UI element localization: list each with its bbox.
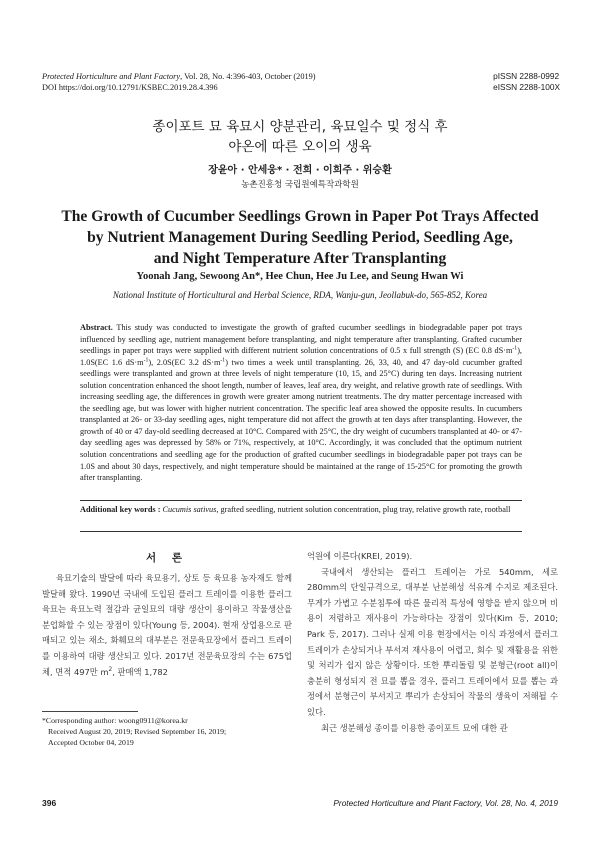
abstract-text-2: ), 1.0S(EC 1.6 dS·m — [80, 346, 522, 367]
accepted-date: Accepted October 04, 2019 — [48, 738, 134, 747]
intro-paragraph-1-tail: , 판매액 1,782 — [112, 666, 168, 677]
keywords-label: Additional key words : — [80, 505, 161, 514]
abstract-text-1: This study was conducted to investigate the growth of grafted cucumber seedlings in biodegradable paper pot trays influenced by seedling age, nutrient management before transplanting, and night temperature after transplanting. Grafted cucumber seedlings in paper pot trays were supplied with different nutrient solution concentrations of 0.5 x full strength (S) (EC 0.8 dS·m — [80, 323, 522, 356]
keywords-species: Cucumis sativus — [160, 505, 217, 514]
korean-title-line-1: 종이포트 묘 육묘시 양분관리, 육묘일수 및 정식 후 — [152, 119, 448, 135]
keywords — [80, 504, 522, 516]
english-title-line-3: and Night Temperature After Transplanting — [153, 250, 447, 267]
received-date: Received August 20, 2019; Revised September 16, 2019; — [48, 727, 227, 736]
intro-paragraph-1-text: 육묘기술의 발달에 따라 육묘용기, 상토 등 육묘용 농자재도 함께 발달해 왔다. 1990년 국내에 도입된 플러그 트레이를 이용한 플러그 육묘는 육묘노력 절감과 균일묘의 대량 생산이 용이하고 작물생산을 분업화할 수 있는 장점이 있다(Young 등, 2004). 현재 상업용으로 판매되고 있는 채소, 화훼묘의 대부분은 전문육묘장에서 플러그 트레이를 이용하여 대량 생산되고 있다. 2017년 전문육묘장의 수는 675업체, 면적 497만 m — [42, 573, 292, 677]
eissn: eISSN 2288-100X — [493, 82, 560, 92]
intro-paragraph-1 — [42, 571, 292, 680]
right-column — [307, 549, 558, 736]
footnote — [42, 715, 226, 748]
abstract-sup-3: -1 — [220, 356, 226, 363]
left-column — [42, 571, 292, 680]
korean-title-line-2: 야온에 따른 오이의 생육 — [228, 139, 372, 155]
abstract-text-4: ) two times a week until transplanting. 26, 33, 40, and 47 day-old cucumber grafted seedlings were transplanted and grown at three levels of night temperature (10, 15, and 25°C) during ten days. Increasing nutrient solution concentration enhanced the shoot length, number of leaves, leaf area, dry weight, and relative growth rate of seedlings. With increasing seedling age, the differences in growth were greater among nutrient treatments. The dry matter percentage increased with the seedling age, but was lower with higher nutrient concentration. The specific leaf area showed the opposite results. In cucumbers transplanted at 26- or 33-day seedling ages, night temperature did not affect the growth at ten days after transplanting. However, the growth of 40 or 47 day-old seedling decreased at 10°C. Compared with 25°C, the dry weight of cucumbers transplanted at 40- or 47-day seedling ages was depressed by 58% or 71%, respectively, at 10°C. Accordingly, it was concluded that the optimum nutrient solution concentrations and seedling age for the production of grafted cucumber seedlings in biodegradable paper pot trays can be 1.0S and about 30 days, respectively, and night temperature should be maintained at the range of 15-25°C for promoting the growth after transplanting. — [80, 357, 523, 483]
page-number: 396 — [42, 798, 57, 808]
citation-details: , Vol. 28, No. 4:396-403, October (2019) — [180, 72, 316, 81]
intro-paragraph-1-continued: 억원에 이른다(KREI, 2019). — [307, 551, 413, 561]
english-authors: Yoonah Jang, Sewoong An*, Hee Chun, Hee Ju Lee, and Seung Hwan Wi — [136, 271, 464, 282]
doi-link[interactable]: DOI https://doi.org/10.12791/KSBEC.2019.28.4.396 — [42, 83, 218, 92]
abstract-text-3: ), 2.0S(EC 3.2 dS·m — [148, 357, 221, 367]
footnote-rule — [42, 711, 138, 712]
korean-affiliation: 농촌진흥청 국립원예특작과학원 — [241, 180, 359, 190]
abstract-label: Abstract. — [80, 323, 113, 332]
english-title-line-2: by Nutrient Management During Seedling Period, Seedling Age, — [87, 229, 513, 246]
keywords-list: , grafted seedling, nutrient solution concentration, plug tray, relative growth rate, rootball — [216, 505, 511, 514]
abstract-sup-2: -1 — [143, 356, 149, 363]
journal-name: Protected Horticulture and Plant Factory — [42, 72, 181, 81]
footer-journal: Protected Horticulture and Plant Factory, Vol. 28, No. 4, 2019 — [333, 798, 558, 808]
korean-authors: 장윤아 · 안세웅* · 전희 · 이희주 · 위승환 — [208, 165, 392, 176]
pissn: pISSN 2288-0992 — [493, 71, 560, 81]
english-title-line-1: The Growth of Cucumber Seedlings Grown in Paper Pot Trays Affected — [61, 208, 539, 225]
intro-paragraph-1-sup: 2 — [108, 666, 113, 673]
english-title — [0, 206, 600, 269]
running-header-citation — [42, 71, 316, 93]
abstract — [80, 322, 522, 484]
english-affiliation: National Institute of Horticultural and Herbal Science, RDA, Wanju-gun, Jeollabuk-do, 565-852, Korea — [112, 290, 488, 300]
intro-paragraph-2: 국내에서 생산되는 플러그 트레이는 가로 540mm, 세로 280mm의 단일규격으로, 대부분 난분해성 석유계 수지로 제조된다. 무게가 가볍고 수분침투에 따른 물리적 특성에 영향을 받지 않으며 비용이 저렴하고 재사용이 가능하다는 장점이 있다(Kim 등, 2010; Park 등, 2017). 그러나 실제 이용 현장에서는 이식 과정에서 플러그 트레이가 손상되거나 부서져 재사용이 어렵고, 회수 및 재활용을 위한 및 처리가 쉽지 않은 상황이다. 또한 뿌리돌림 및 분형근(root all)이 충분히 형성되지 전 묘를 뽑을 경우, 플러그 트레이에서 묘를 뽑는 과정에서 분형근이 부서지고 뿌리가 손상되어 작물의 생육이 저해될 수 있다. — [307, 566, 558, 717]
section-heading-introduction: 서 론 — [146, 552, 188, 564]
issn-block — [493, 71, 560, 93]
intro-paragraph-3: 최근 생분해성 종이를 이용한 종이포트 묘에 대한 관 — [321, 722, 508, 733]
abstract-sup-1: -1 — [512, 345, 518, 352]
corresponding-author: *Corresponding author: woong0911@korea.kr — [42, 716, 188, 725]
korean-title — [0, 117, 600, 157]
keywords-top-rule — [80, 500, 522, 501]
keywords-bottom-rule — [80, 531, 522, 532]
